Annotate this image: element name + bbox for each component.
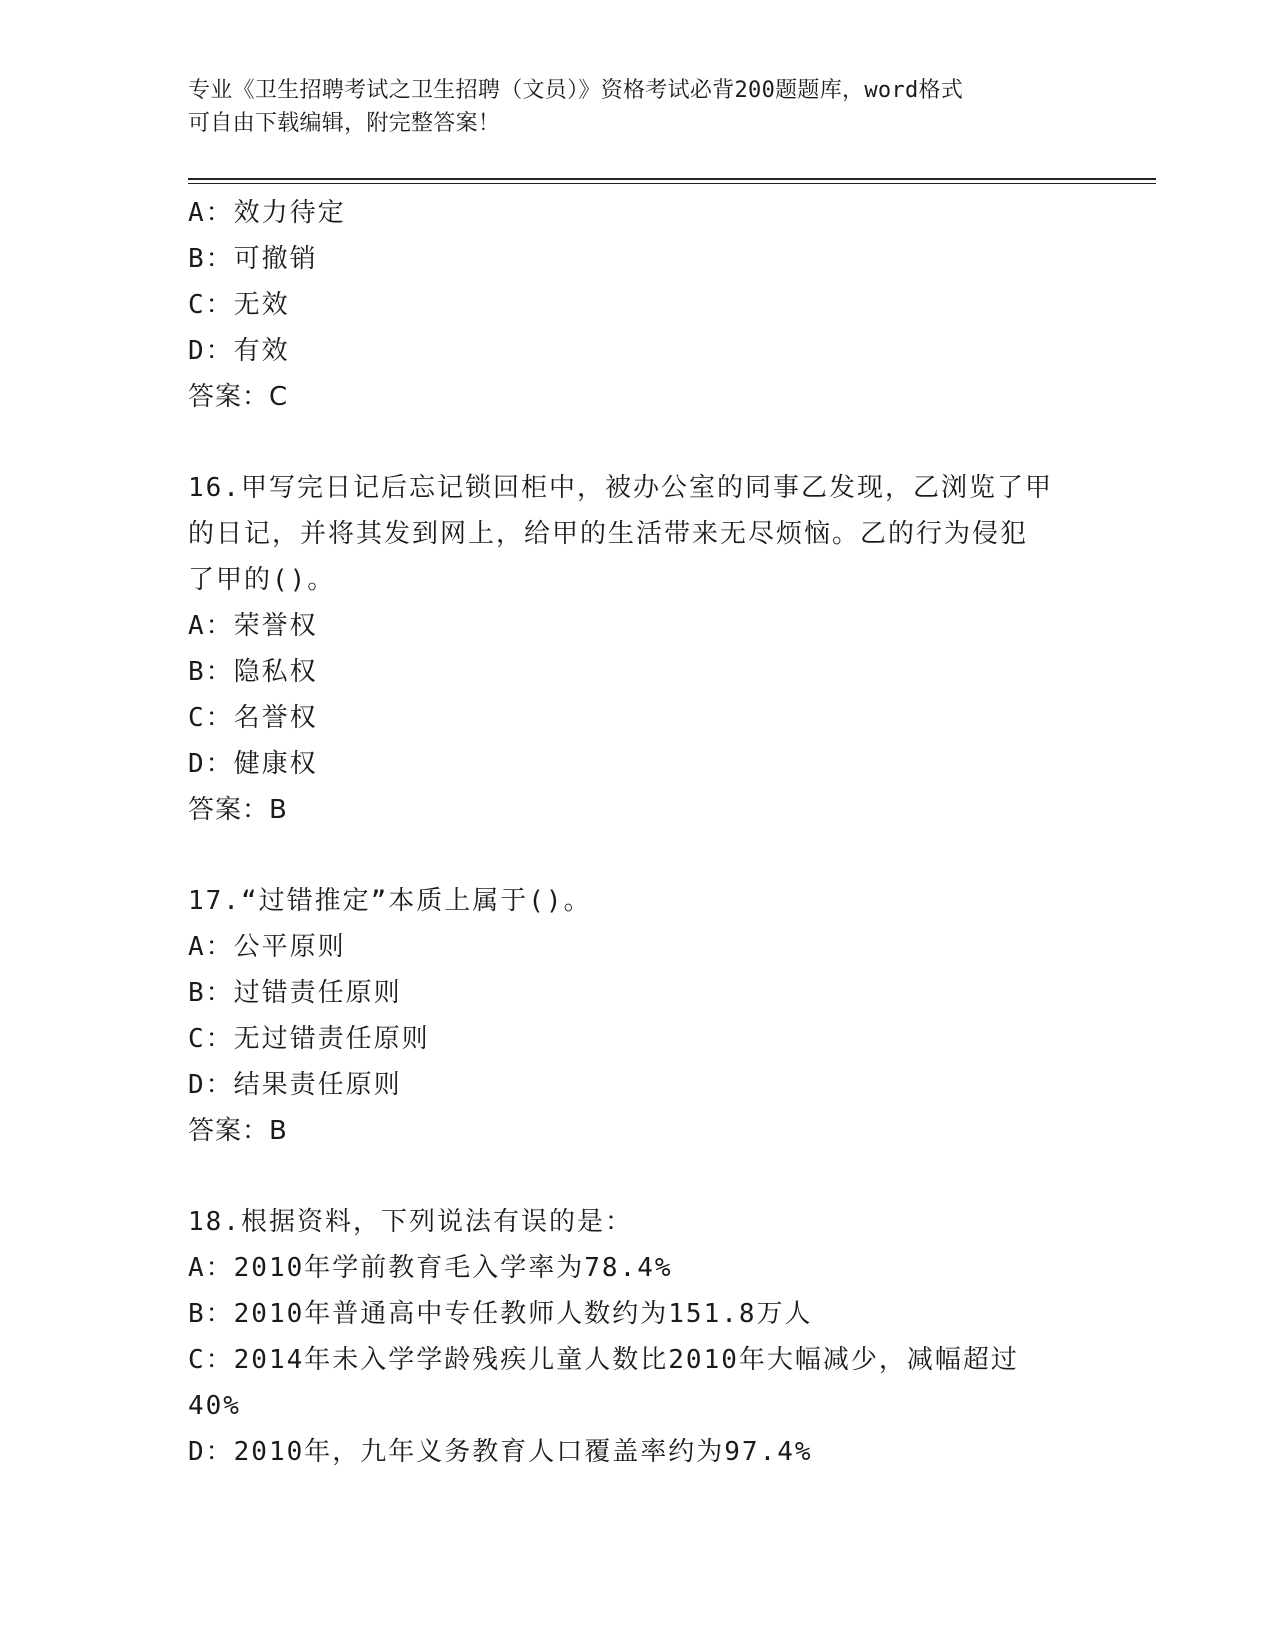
option-b: B：过错责任原则 bbox=[188, 978, 402, 1008]
option-a: A：荣誉权 bbox=[188, 611, 318, 641]
option-a: A：效力待定 bbox=[188, 198, 346, 228]
question-16 bbox=[188, 465, 1088, 833]
question-list bbox=[188, 190, 1088, 1475]
header-line-1: 专业《卫生招聘考试之卫生招聘（文员）》资格考试必背200题题库，word格式 bbox=[188, 78, 964, 103]
header-line-2: 可自由下载编辑，附完整答案！ bbox=[188, 111, 501, 136]
option-d: D：结果责任原则 bbox=[188, 1070, 402, 1100]
option-b: B：2010年普通高中专任教师人数约为151.8万人 bbox=[188, 1299, 813, 1329]
document-header bbox=[188, 74, 1068, 140]
question-15 bbox=[188, 190, 1088, 420]
question-stem: 17.“过错推定”本质上属于()。 bbox=[188, 886, 592, 916]
option-c: C：无过错责任原则 bbox=[188, 1024, 430, 1054]
option-d: D：健康权 bbox=[188, 749, 318, 779]
option-a: A：2010年学前教育毛入学率为78.4% bbox=[188, 1253, 673, 1283]
question-17 bbox=[188, 878, 1088, 1154]
option-d: D：2010年，九年义务教育人口覆盖率约为97.4% bbox=[188, 1437, 813, 1467]
option-c: C：无效 bbox=[188, 290, 290, 320]
option-c: C：名誉权 bbox=[188, 703, 318, 733]
option-a: A：公平原则 bbox=[188, 932, 346, 962]
option-c: C：2014年未入学学龄残疾儿童人数比2010年大幅减少，减幅超过 bbox=[188, 1345, 1019, 1375]
option-d: D：有效 bbox=[188, 336, 290, 366]
header-divider bbox=[188, 178, 1156, 180]
answer: 答案：C bbox=[188, 382, 289, 412]
option-b: B：可撤销 bbox=[188, 244, 318, 274]
question-stem: 的日记，并将其发到网上，给甲的生活带来无尽烦恼。乙的行为侵犯 bbox=[188, 519, 1029, 549]
question-stem: 了甲的()。 bbox=[188, 565, 336, 595]
answer: 答案：B bbox=[188, 795, 288, 825]
header-divider-thin bbox=[188, 183, 1156, 184]
option-c-continued: 40% bbox=[188, 1391, 241, 1421]
option-b: B：隐私权 bbox=[188, 657, 318, 687]
answer: 答案：B bbox=[188, 1116, 288, 1146]
question-stem: 18.根据资料，下列说法有误的是： bbox=[188, 1207, 633, 1237]
question-stem: 16.甲写完日记后忘记锁回柜中，被办公室的同事乙发现，乙浏览了甲 bbox=[188, 473, 1053, 503]
question-18 bbox=[188, 1199, 1088, 1475]
